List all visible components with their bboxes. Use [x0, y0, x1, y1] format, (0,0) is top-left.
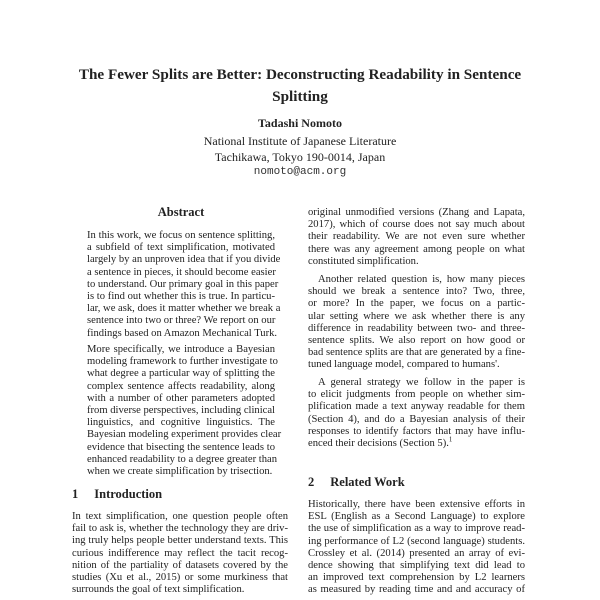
text-line: A general strategy we follow in the paper is	[318, 377, 525, 388]
text-line: Crossley et al. (2014) presented an array of evi-	[308, 547, 525, 559]
text-line: Historically, there have been extensive efforts in	[308, 499, 525, 510]
text-line: to elicit judgments from people on whether sim-	[308, 389, 525, 401]
section-heading-related-work	[308, 475, 405, 490]
right-paragraph-1	[308, 207, 525, 268]
text-line: their readability. We are not even sure whether	[308, 231, 525, 243]
text-line: responses to identify factors that may have influ-	[308, 425, 525, 437]
paper-title	[60, 64, 540, 108]
text-line: enced their decisions (Section 5).	[308, 437, 449, 449]
text-line: In text simplification, one question people often	[72, 511, 288, 522]
text-line: More specifically, we introduce a Bayesian	[87, 344, 275, 355]
text-line: ing performance of L2 (second language) students.	[308, 535, 525, 547]
section-title: Introduction	[94, 487, 163, 501]
text-line: ESL (English as a Second Language) to explore	[308, 511, 525, 523]
text-line: Another related question is, how many pieces	[318, 274, 525, 285]
abstract-heading: Abstract	[157, 205, 205, 219]
text-line: as measured by reading time and and accuracy of	[308, 584, 525, 596]
text-line: ular setting where we ask whether there is any	[308, 310, 525, 322]
intro-paragraph-1	[72, 511, 288, 596]
text-line: linguistics, and cognitive linguistics. The	[87, 417, 275, 429]
text-line: what degree a particular way of splitting the	[87, 368, 275, 380]
text-line: nition of the partiality of datasets covered by the	[72, 559, 288, 571]
text-line: 2017), which of course does not say much about	[308, 219, 525, 231]
text-line: surrounds the goal of text simplification.	[72, 584, 245, 596]
text-line: should we break a sentence into? Two, three,	[308, 286, 525, 298]
abstract-paragraph-2	[87, 344, 282, 478]
text-line: studies (Xu et al., 2015) or some murkiness that	[72, 571, 288, 583]
text-line: sentence splits. We also report on how good or	[308, 334, 525, 346]
title-line: The Fewer Splits are Better: Deconstructing Readability in Sentence	[78, 66, 522, 83]
section-title: Related Work	[330, 475, 405, 489]
right-paragraph-3	[308, 377, 525, 450]
text-line: dence showing that simplifying text did lead to	[308, 559, 525, 571]
section-number: 1	[72, 487, 79, 501]
text-line: difference in readability between two- and three-	[308, 322, 525, 334]
text-line: Bayesian modeling experiment provides clear	[87, 429, 282, 441]
text-line: plification made a text anyway readable for them	[308, 401, 525, 413]
text-line: evidence that bisecting the sentence leads to	[87, 441, 275, 453]
text-line: original unmodified versions (Zhang and Lapata,	[308, 207, 525, 218]
text-line: or more? In the paper, we focus on a partic-	[308, 298, 525, 310]
text-line: when we create simplification by trisection.	[87, 465, 273, 477]
text-line: a sentence in pieces, it should become easier	[87, 266, 276, 278]
text-line: an improved text comprehension by L2 learners	[308, 572, 525, 584]
affiliation-line: National Institute of Japanese Literature	[203, 134, 397, 148]
text-line: lar, we ask, does it matter whether we break a	[87, 303, 281, 315]
text-line: bad sentence splits are that are generated by a fine-	[308, 347, 525, 359]
text-line: enhanced readability to a degree greater than	[87, 453, 277, 465]
text-line: ing truly helps people better understand texts. This	[72, 535, 288, 547]
section-number: 2	[308, 475, 315, 489]
section-heading-introduction	[72, 487, 162, 502]
text-line: fail to ask is, whether the technology they are driv-	[72, 523, 288, 535]
text-line: In this work, we focus on sentence splitting,	[87, 230, 275, 241]
text-line: sentence into two or three? We report on our	[87, 315, 276, 327]
title-line: Splitting	[272, 88, 328, 105]
right-paragraph-2	[308, 274, 525, 372]
text-line: with a number of other parameters adopted	[87, 392, 275, 404]
text-line: modeling framework to further investigate to	[87, 356, 278, 368]
abstract-paragraph-1	[87, 230, 281, 340]
text-line: findings based on Amazon Mechanical Turk.	[87, 327, 278, 339]
text-line: constituted simplification.	[308, 255, 419, 267]
text-line: to understand. Our primary goal in this paper	[87, 278, 279, 290]
text-line: a subfield of text simplification, motivated	[87, 242, 275, 254]
text-line: from diverse perspectives, including clinical	[87, 404, 275, 416]
affiliation-line: Tachikawa, Tokyo 190-0014, Japan	[214, 150, 386, 164]
text-line: (Section 4), and do a Bayesian analysis of their	[308, 413, 525, 425]
text-line: is to find out whether this is true. In particu-	[87, 290, 275, 302]
related-paragraph-1	[308, 499, 525, 597]
author-email[interactable]: nomoto@acm.org	[253, 166, 347, 178]
text-line: the use of simplification as a way to improve read-	[308, 523, 525, 535]
text-line: tuned language model, compared to humans'.	[308, 359, 500, 371]
text-line: there was any agreement among people on what	[308, 243, 525, 255]
author-name: Tadashi Nomoto	[258, 116, 342, 130]
text-line: curious indifference may reflect the tacit recog-	[72, 547, 288, 559]
text-line: largely by an unproven idea that if you divide	[87, 254, 281, 266]
footnote-marker[interactable]: 1	[448, 435, 453, 444]
text-line: complex sentence affects readability, along	[87, 380, 275, 392]
